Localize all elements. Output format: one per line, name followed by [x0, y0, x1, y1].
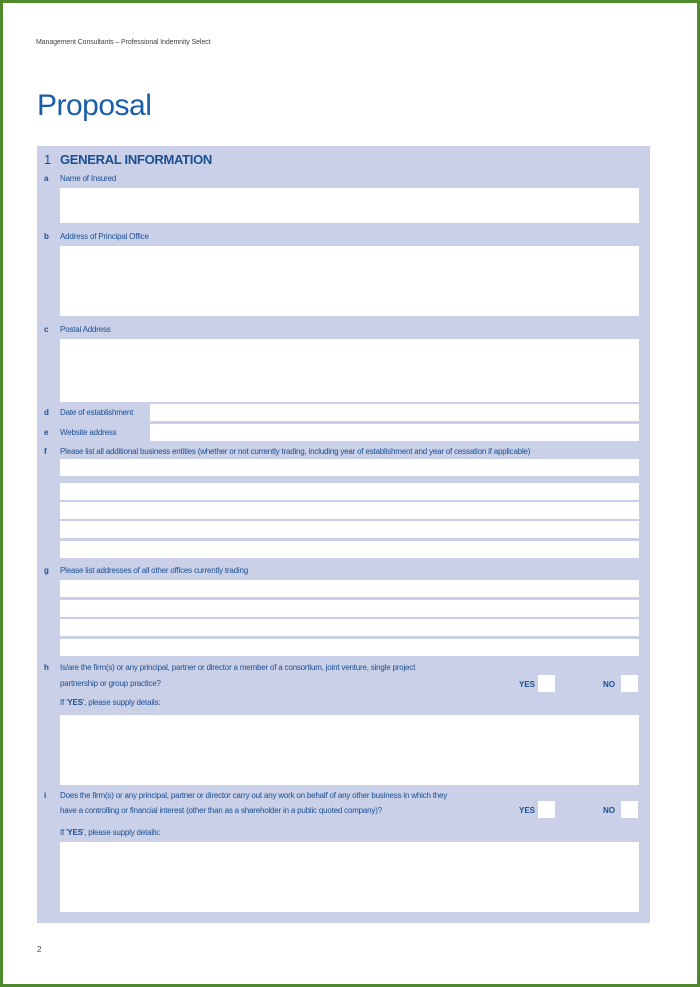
- controlling-interest-details-label: If 'YES', please supply details:: [60, 828, 161, 837]
- postal-address-label: Postal Address: [60, 325, 111, 334]
- controlling-interest-no-checkbox[interactable]: [621, 801, 638, 818]
- business-entities-line-3[interactable]: [60, 502, 639, 519]
- business-entities-label: Please list all additional business entities (whether or not currently trading, including year of establishment and year of cessation if applicable): [60, 447, 531, 456]
- principal-office-address-field[interactable]: [60, 246, 639, 316]
- website-address-field[interactable]: [150, 424, 639, 441]
- name-of-insured-field[interactable]: [60, 188, 639, 223]
- consortium-question-line-1: Is/are the firm(s) or any principal, partner or director a member of a consortium, joint venture, single project: [60, 663, 416, 672]
- field-letter-f: f: [44, 447, 47, 456]
- controlling-interest-yes-checkbox[interactable]: [538, 801, 555, 818]
- field-letter-h: h: [44, 663, 49, 672]
- page-title: Proposal: [37, 89, 152, 122]
- other-offices-line-4[interactable]: [60, 639, 639, 656]
- document-header: Management Consultants – Professional Indemnity Select: [36, 39, 211, 46]
- business-entities-line-2[interactable]: [60, 483, 639, 500]
- field-letter-d: d: [44, 408, 49, 417]
- controlling-interest-yes-label: YES: [519, 806, 536, 815]
- date-of-establishment-label: Date of establishment: [60, 408, 134, 417]
- general-information-panel: [37, 146, 650, 923]
- field-letter-e: e: [44, 428, 49, 437]
- consortium-details-field[interactable]: [60, 715, 639, 785]
- consortium-no-label: NO: [603, 680, 615, 689]
- consortium-details-label: If 'YES', please supply details:: [60, 698, 161, 707]
- controlling-interest-question-line-2: have a controlling or financial interest (other than as a shareholder in a public quoted company)?: [60, 806, 382, 815]
- other-offices-line-1[interactable]: [60, 580, 639, 597]
- consortium-yes-label: YES: [519, 680, 536, 689]
- field-letter-c: c: [44, 325, 49, 334]
- page-number: 2: [37, 945, 42, 954]
- principal-office-address-label: Address of Principal Office: [60, 232, 149, 241]
- postal-address-field[interactable]: [60, 339, 639, 402]
- field-letter-i: i: [44, 791, 47, 800]
- section-title: GENERAL INFORMATION: [60, 152, 212, 167]
- consortium-question-line-2: partnership or group practice?: [60, 679, 161, 688]
- other-offices-label: Please list addresses of all other offices currently trading: [60, 566, 248, 575]
- business-entities-line-4[interactable]: [60, 521, 639, 538]
- name-of-insured-label: Name of Insured: [60, 174, 117, 183]
- other-offices-line-3[interactable]: [60, 619, 639, 636]
- section-number: 1: [44, 152, 52, 167]
- other-offices-line-2[interactable]: [60, 600, 639, 617]
- website-address-label: Website address: [60, 428, 117, 437]
- field-letter-a: a: [44, 174, 49, 183]
- consortium-no-checkbox[interactable]: [621, 675, 638, 692]
- field-letter-g: g: [44, 566, 49, 575]
- consortium-yes-checkbox[interactable]: [538, 675, 555, 692]
- field-letter-b: b: [44, 232, 49, 241]
- document-page: [3, 3, 697, 984]
- controlling-interest-question-line-1: Does the firm(s) or any principal, partner or director carry out any work on behalf of any other business in which they: [60, 791, 448, 800]
- controlling-interest-details-field[interactable]: [60, 842, 639, 912]
- business-entities-line-5[interactable]: [60, 541, 639, 558]
- controlling-interest-no-label: NO: [603, 806, 615, 815]
- date-of-establishment-field[interactable]: [150, 404, 639, 421]
- business-entities-line-1[interactable]: [60, 459, 639, 476]
